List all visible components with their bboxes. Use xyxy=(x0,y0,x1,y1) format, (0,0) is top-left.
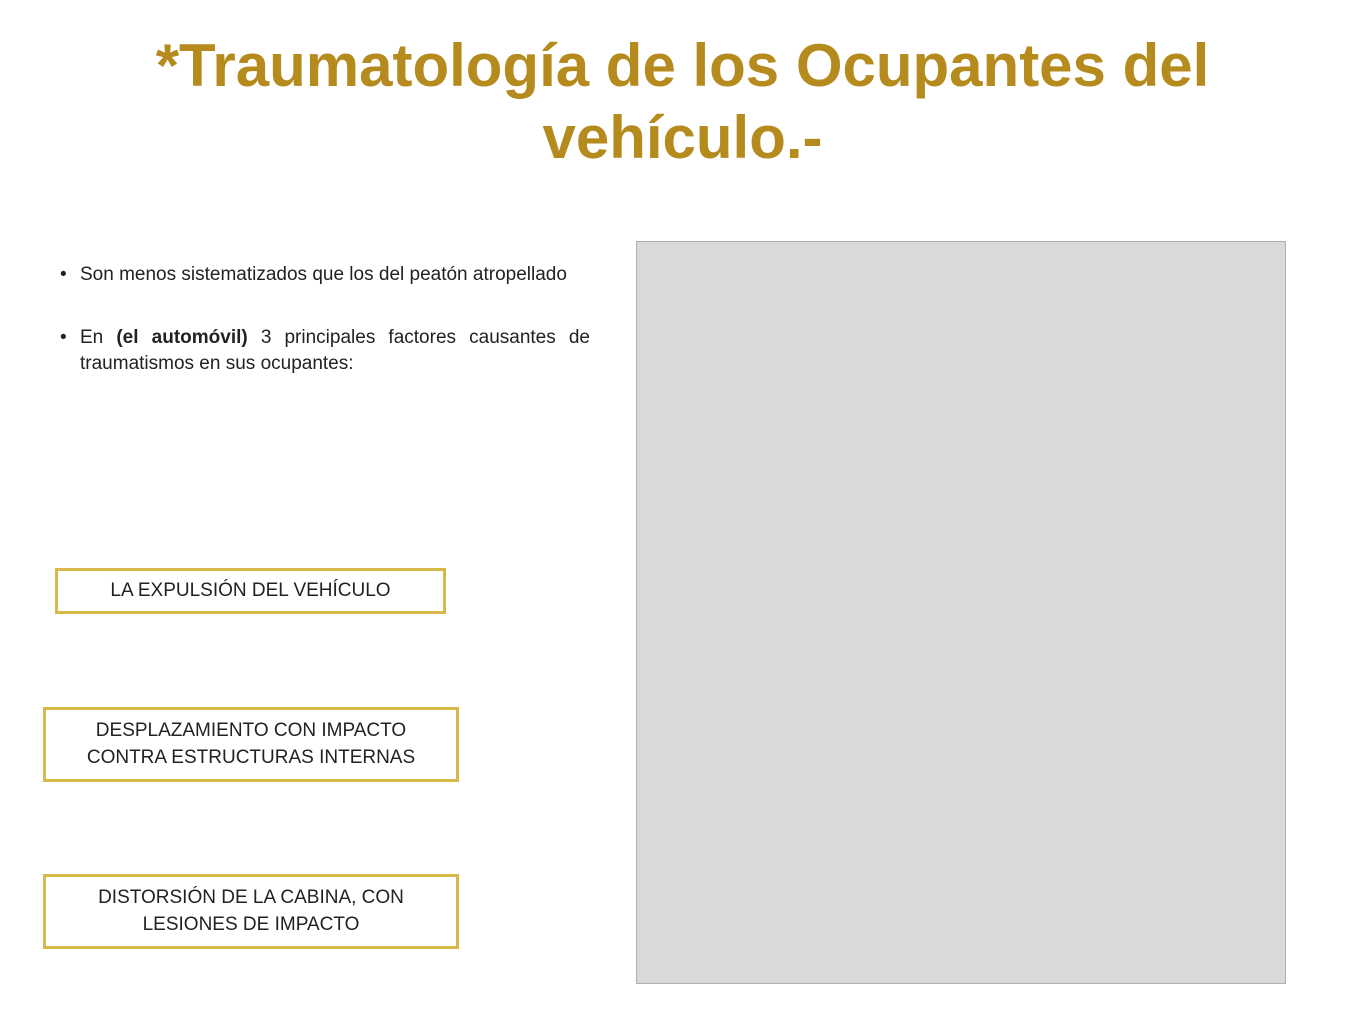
bullet-text-prefix: En xyxy=(80,326,117,348)
factor-label: LA EXPULSIÓN DEL VEHÍCULO xyxy=(110,579,391,601)
bullet-text-suffix: 3 principales factores causantes de traumatismos en sus ocupantes: xyxy=(80,326,590,375)
factor-label: DESPLAZAMIENTO CON IMPACTO CONTRA ESTRUCTURAS INTERNAS xyxy=(86,719,416,768)
factor-box-expulsion xyxy=(55,568,446,614)
slide-title: *Traumatología de los Ocupantes del vehículo.- xyxy=(155,32,1210,171)
bullet-list xyxy=(60,262,590,414)
factor-label: DISTORSIÓN DE LA CABINA, CON LESIONES DE IMPACTO xyxy=(98,886,404,935)
factor-box-displacement xyxy=(43,707,459,782)
bullet-text-bold: (el automóvil) xyxy=(116,326,248,348)
bullet-item xyxy=(60,325,590,378)
bullet-item xyxy=(60,262,590,289)
photo-placeholder xyxy=(636,241,1286,984)
bullet-text: Son menos sistematizados que los del peatón atropellado xyxy=(80,264,567,285)
factor-box-distortion xyxy=(43,874,459,949)
